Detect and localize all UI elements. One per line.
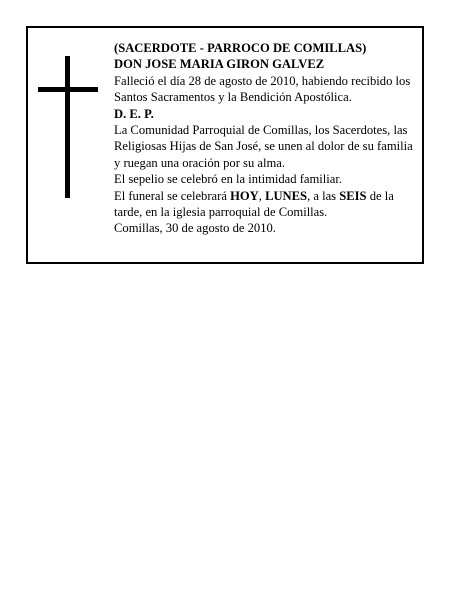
funeral-day-name: LUNES <box>265 188 308 203</box>
funeral-hour: SEIS <box>339 188 367 203</box>
latin-cross-icon <box>38 56 98 198</box>
place-date: Comillas, 30 de agosto de 2010. <box>114 221 276 236</box>
funeral-separator-2: , a las <box>307 188 340 203</box>
obituary-text <box>114 40 420 237</box>
funeral-rest: de la tarde, en la iglesia parroquial de Comillas. <box>114 188 394 220</box>
community-message: La Comunidad Parroquial de Comillas, los Sacerdotes, las Religiosas Hijas de San José, se unen al dolor de su familia y ruegan una oración por su alma. <box>114 123 413 170</box>
funeral-day-today: HOY <box>230 188 259 203</box>
funeral-intro: El funeral se celebrará <box>114 188 231 203</box>
cross-vertical-bar <box>65 56 70 198</box>
dep-line: D. E. P. <box>114 106 154 121</box>
death-announcement: Falleció el día 28 de agosto de 2010, habiendo recibido los Santos Sacramentos y la Bendición Apostólica. <box>114 73 411 105</box>
header-line: (SACERDOTE - PARROCO DE COMILLAS) <box>114 41 367 55</box>
cross-horizontal-bar <box>38 87 98 92</box>
funeral-separator-1: , <box>258 188 266 203</box>
burial-note: El sepelio se celebró en la intimidad familiar. <box>114 172 343 187</box>
obituary-notice <box>26 26 424 264</box>
funeral-announcement <box>114 188 420 221</box>
deceased-name: DON JOSE MARIA GIRON GALVEZ <box>114 57 325 72</box>
